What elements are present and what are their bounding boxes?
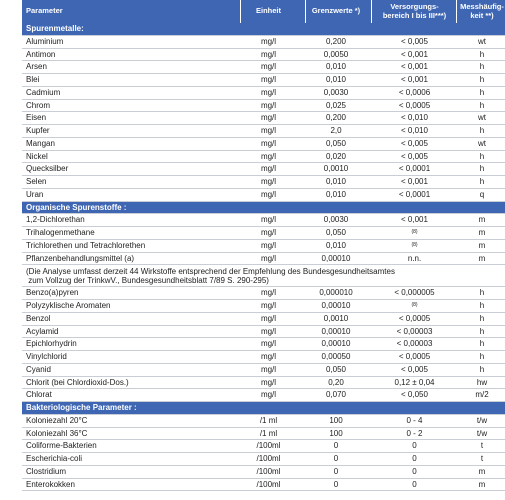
table-row (22, 176, 505, 189)
frequency-cell: t/w (476, 415, 488, 425)
table-row (22, 479, 505, 492)
parameter-cell: Koloniezahl 36°C (26, 428, 88, 438)
unit-cell: /1 ml (259, 428, 278, 438)
unit-cell: mg/l (260, 390, 277, 400)
table-row (22, 389, 505, 402)
unit-cell: mg/l (260, 215, 277, 225)
parameter-cell: Antimon (26, 49, 56, 59)
limit-cell: 0,050 (325, 364, 347, 374)
table-header (22, 0, 505, 23)
supply-value-cell: 0 (412, 454, 417, 463)
limit-cell: 0 (333, 479, 339, 489)
supply-value-cell: 0 (412, 441, 417, 451)
frequency-cell: h (479, 313, 485, 323)
limit-cell: 0,0050 (323, 49, 349, 59)
limit-cell: 0,010 (325, 240, 347, 250)
header-parameter: Parameter (26, 6, 63, 16)
limit-cell: 0,0010 (323, 313, 349, 323)
limit-cell: 0,050 (325, 228, 347, 237)
table-row (22, 313, 505, 326)
unit-cell: /1 ml (259, 415, 278, 425)
frequency-cell: t/w (476, 428, 488, 438)
limit-cell: 0,000010 (319, 288, 353, 298)
table-row (22, 125, 505, 138)
unit-cell: mg/l (260, 151, 277, 161)
unit-cell: mg/l (260, 377, 277, 387)
frequency-cell: wt (478, 113, 486, 123)
supply-value-cell: < 0,005 (401, 151, 428, 161)
parameter-cell: 1,2-Dichlorethan (26, 215, 85, 225)
table-row (22, 36, 505, 49)
limit-cell: 0,010 (325, 189, 347, 199)
limit-cell: 100 (329, 428, 343, 438)
unit-cell: mg/l (260, 326, 277, 336)
table-row (22, 61, 505, 74)
table-row (22, 138, 505, 151)
unit-cell: mg/l (260, 113, 277, 123)
parameter-cell: Acylamid (26, 326, 59, 336)
table-row (22, 189, 505, 202)
unit-cell: mg/l (260, 75, 277, 84)
supply-value-cell: 0 - 2 (406, 428, 423, 438)
table-row (22, 300, 505, 313)
parameter-cell: Trihalogenmethane (26, 228, 95, 237)
parameter-cell: Trichlorethen und Tetrachlorethen (26, 240, 146, 250)
limit-cell: 0,0030 (323, 215, 349, 225)
supply-value-cell: < 0,050 (401, 390, 428, 400)
limit-cell: 0,050 (325, 138, 347, 148)
limit-cell: 0,00010 (321, 326, 351, 336)
unit-cell: mg/l (260, 62, 277, 72)
frequency-cell: h (479, 151, 485, 161)
limit-cell: 0,020 (325, 151, 347, 161)
frequency-cell: m/2 (475, 390, 489, 400)
limit-cell: 100 (329, 415, 343, 425)
parameter-cell: Selen (26, 177, 47, 186)
frequency-cell: m (478, 466, 486, 476)
table-row (22, 100, 505, 113)
limit-cell: 0,010 (325, 75, 347, 84)
frequency-cell: m (478, 253, 486, 263)
limit-cell: 0,00050 (321, 352, 351, 361)
supply-value-cell: < 0,000005 (394, 288, 435, 298)
supply-value-cell: < 0,005 (401, 138, 428, 148)
parameter-cell: Enterokokken (26, 479, 75, 489)
parameter-cell: Nickel (26, 151, 48, 161)
frequency-cell: m (478, 479, 486, 489)
parameter-cell: Cadmium (26, 87, 61, 97)
supply-value-cell: < 0,005 (401, 364, 428, 374)
frequency-cell: t (480, 454, 484, 463)
limit-cell: 0 (333, 441, 339, 451)
supply-value-cell: < 0,0005 (398, 352, 431, 361)
parameter-cell: Cyanid (26, 364, 51, 374)
table-row (22, 440, 505, 453)
frequency-cell: h (479, 126, 485, 135)
section-header: Spurenmetalle: (22, 23, 505, 36)
supply-value-cell: < 0,0005 (398, 100, 431, 110)
parameter-cell: Clostridium (26, 466, 67, 476)
supply-value-cell: < 0,0006 (398, 87, 431, 97)
unit-cell: /100ml (256, 479, 281, 489)
table-row (22, 227, 505, 240)
frequency-cell: q (479, 189, 485, 199)
unit-cell: mg/l (260, 339, 277, 349)
table-row (22, 253, 505, 266)
supply-value-cell: < 0,005 (401, 36, 428, 46)
unit-cell: mg/l (260, 87, 277, 97)
supply-value-cell: < 0,001 (401, 62, 428, 72)
parameter-cell: Escherichia-coli (26, 454, 83, 463)
table-body (22, 23, 505, 491)
limit-cell: 0,00010 (321, 301, 351, 310)
parameter-cell: Coliforme-Bakterien (26, 441, 97, 451)
unit-cell: mg/l (260, 138, 277, 148)
unit-cell: /100ml (256, 466, 281, 476)
parameter-cell: Polyzyklische Aromaten (26, 301, 111, 310)
supply-value-cell: < 0,001 (401, 49, 428, 59)
unit-cell: /100ml (256, 441, 281, 451)
supply-value-cell: < 0,00003 (396, 326, 433, 336)
section-header: Organische Spurenstoffe : (22, 202, 505, 215)
supply-value-cell: (8) (411, 229, 418, 235)
parameter-cell: Chlorit (bei Chlordioxid-Dos.) (26, 377, 129, 387)
frequency-cell: h (479, 339, 485, 349)
limit-cell: 0,0010 (323, 164, 349, 174)
header-limit: Grenzwerte *) (311, 6, 361, 16)
table-row (22, 151, 505, 164)
limit-cell: 0 (333, 454, 339, 463)
header-supply: Versorgungs- bereich I bis III***) (382, 1, 447, 20)
frequency-cell: h (479, 352, 485, 361)
parameter-cell: Epichlorhydrin (26, 339, 77, 349)
parameter-cell: Benzo(a)pyren (26, 288, 79, 298)
limit-cell: 2,0 (330, 126, 342, 135)
supply-value-cell: < 0,010 (401, 126, 428, 135)
supply-value-cell: (8) (411, 302, 418, 308)
supply-value-cell: < 0,0005 (398, 313, 431, 323)
supply-value-cell: < 0,010 (401, 113, 428, 123)
frequency-cell: h (479, 164, 485, 174)
table-row (22, 453, 505, 466)
frequency-cell: wt (478, 138, 486, 148)
water-quality-table (22, 0, 505, 491)
unit-cell: mg/l (260, 313, 277, 323)
frequency-cell: h (479, 62, 485, 72)
unit-cell: /100ml (256, 454, 281, 463)
unit-cell: mg/l (260, 49, 277, 59)
parameter-cell: Benzol (26, 313, 51, 323)
limit-cell: 0,010 (325, 177, 347, 186)
unit-cell: mg/l (260, 189, 277, 199)
unit-cell: mg/l (260, 126, 277, 135)
section-header: Bakteriologische Parameter : (22, 402, 505, 415)
table-row (22, 214, 505, 227)
frequency-cell: m (478, 215, 486, 225)
parameter-cell: Mangan (26, 138, 55, 148)
frequency-cell: wt (478, 36, 486, 46)
parameter-cell: Aluminium (26, 36, 64, 46)
limit-cell: 0,010 (325, 62, 347, 72)
table-row (22, 240, 505, 253)
supply-value-cell: (8) (411, 241, 418, 248)
frequency-cell: h (479, 49, 485, 59)
unit-cell: mg/l (260, 240, 277, 250)
table-row (22, 364, 505, 377)
parameter-cell: Vinylchlorid (26, 352, 67, 361)
limit-cell: 0,200 (325, 113, 347, 123)
limit-cell: 0,070 (325, 390, 347, 400)
unit-cell: mg/l (260, 288, 277, 298)
supply-value-cell: < 0,0001 (398, 189, 431, 199)
limit-cell: 0,200 (325, 36, 347, 46)
unit-cell: mg/l (260, 100, 277, 110)
parameter-cell: Arsen (26, 62, 47, 72)
table-row (22, 377, 505, 390)
frequency-cell: h (479, 100, 485, 110)
supply-value-cell: n.n. (407, 253, 422, 263)
table-row (22, 351, 505, 364)
parameter-cell: Koloniezahl 20°C (26, 415, 88, 425)
table-note: (Die Analyse umfasst derzeit 44 Wirkstoffe entsprechend der Empfehlung des Bundesgesundheitsamtes zum Vollzug der TrinkwV., Bundesgesundheitsblatt 7/89 S. 290-295) (22, 265, 505, 287)
table-row (22, 287, 505, 300)
table-row (22, 74, 505, 87)
table-row (22, 466, 505, 479)
table-row (22, 338, 505, 351)
frequency-cell: h (479, 87, 485, 97)
table-row (22, 87, 505, 100)
limit-cell: 0,025 (325, 100, 347, 110)
parameter-cell: Pflanzenbehandlungsmittel (a) (26, 253, 135, 263)
parameter-cell: Chlorat (26, 390, 52, 400)
unit-cell: mg/l (260, 253, 277, 263)
unit-cell: mg/l (260, 177, 277, 186)
parameter-cell: Quecksilber (26, 164, 69, 174)
supply-value-cell: < 0,001 (401, 215, 428, 225)
table-row (22, 326, 505, 339)
table-row (22, 428, 505, 441)
header-frequency: Messhäufig- keit **) (460, 1, 504, 20)
supply-value-cell: < 0,001 (401, 177, 428, 186)
supply-value-cell: 0 (412, 479, 417, 489)
parameter-cell: Uran (26, 189, 44, 199)
supply-value-cell: 0 - 4 (406, 415, 423, 425)
limit-cell: 0,00010 (321, 339, 351, 349)
frequency-cell: hw (476, 377, 488, 387)
supply-value-cell: < 0,00003 (396, 339, 433, 349)
frequency-cell: m (478, 228, 486, 237)
table-row (22, 415, 505, 428)
header-unit: Einheit (255, 6, 281, 16)
limit-cell: 0,00010 (321, 253, 351, 263)
table-row (22, 49, 505, 62)
supply-value-cell: 0 (412, 466, 417, 476)
frequency-cell: h (479, 75, 485, 84)
frequency-cell: h (479, 177, 485, 186)
frequency-cell: h (479, 326, 485, 336)
supply-value-cell: < 0,0001 (398, 164, 431, 174)
unit-cell: mg/l (260, 164, 277, 174)
unit-cell: mg/l (260, 352, 277, 361)
supply-value-cell: < 0,001 (401, 75, 428, 84)
limit-cell: 0,20 (328, 377, 344, 387)
unit-cell: mg/l (260, 364, 277, 374)
parameter-cell: Kupfer (26, 126, 50, 135)
unit-cell: mg/l (260, 228, 277, 237)
frequency-cell: h (479, 364, 485, 374)
limit-cell: 0,0030 (323, 87, 349, 97)
frequency-cell: h (479, 301, 485, 310)
unit-cell: mg/l (260, 301, 277, 310)
unit-cell: mg/l (260, 36, 277, 46)
frequency-cell: t (480, 441, 484, 451)
table-row (22, 163, 505, 176)
frequency-cell: m (478, 240, 486, 250)
parameter-cell: Chrom (26, 100, 51, 110)
supply-value-cell: 0,12 ± 0,04 (394, 377, 435, 387)
table-row (22, 112, 505, 125)
frequency-cell: h (479, 288, 485, 298)
limit-cell: 0 (333, 466, 339, 476)
parameter-cell: Blei (26, 75, 40, 84)
parameter-cell: Eisen (26, 113, 47, 123)
